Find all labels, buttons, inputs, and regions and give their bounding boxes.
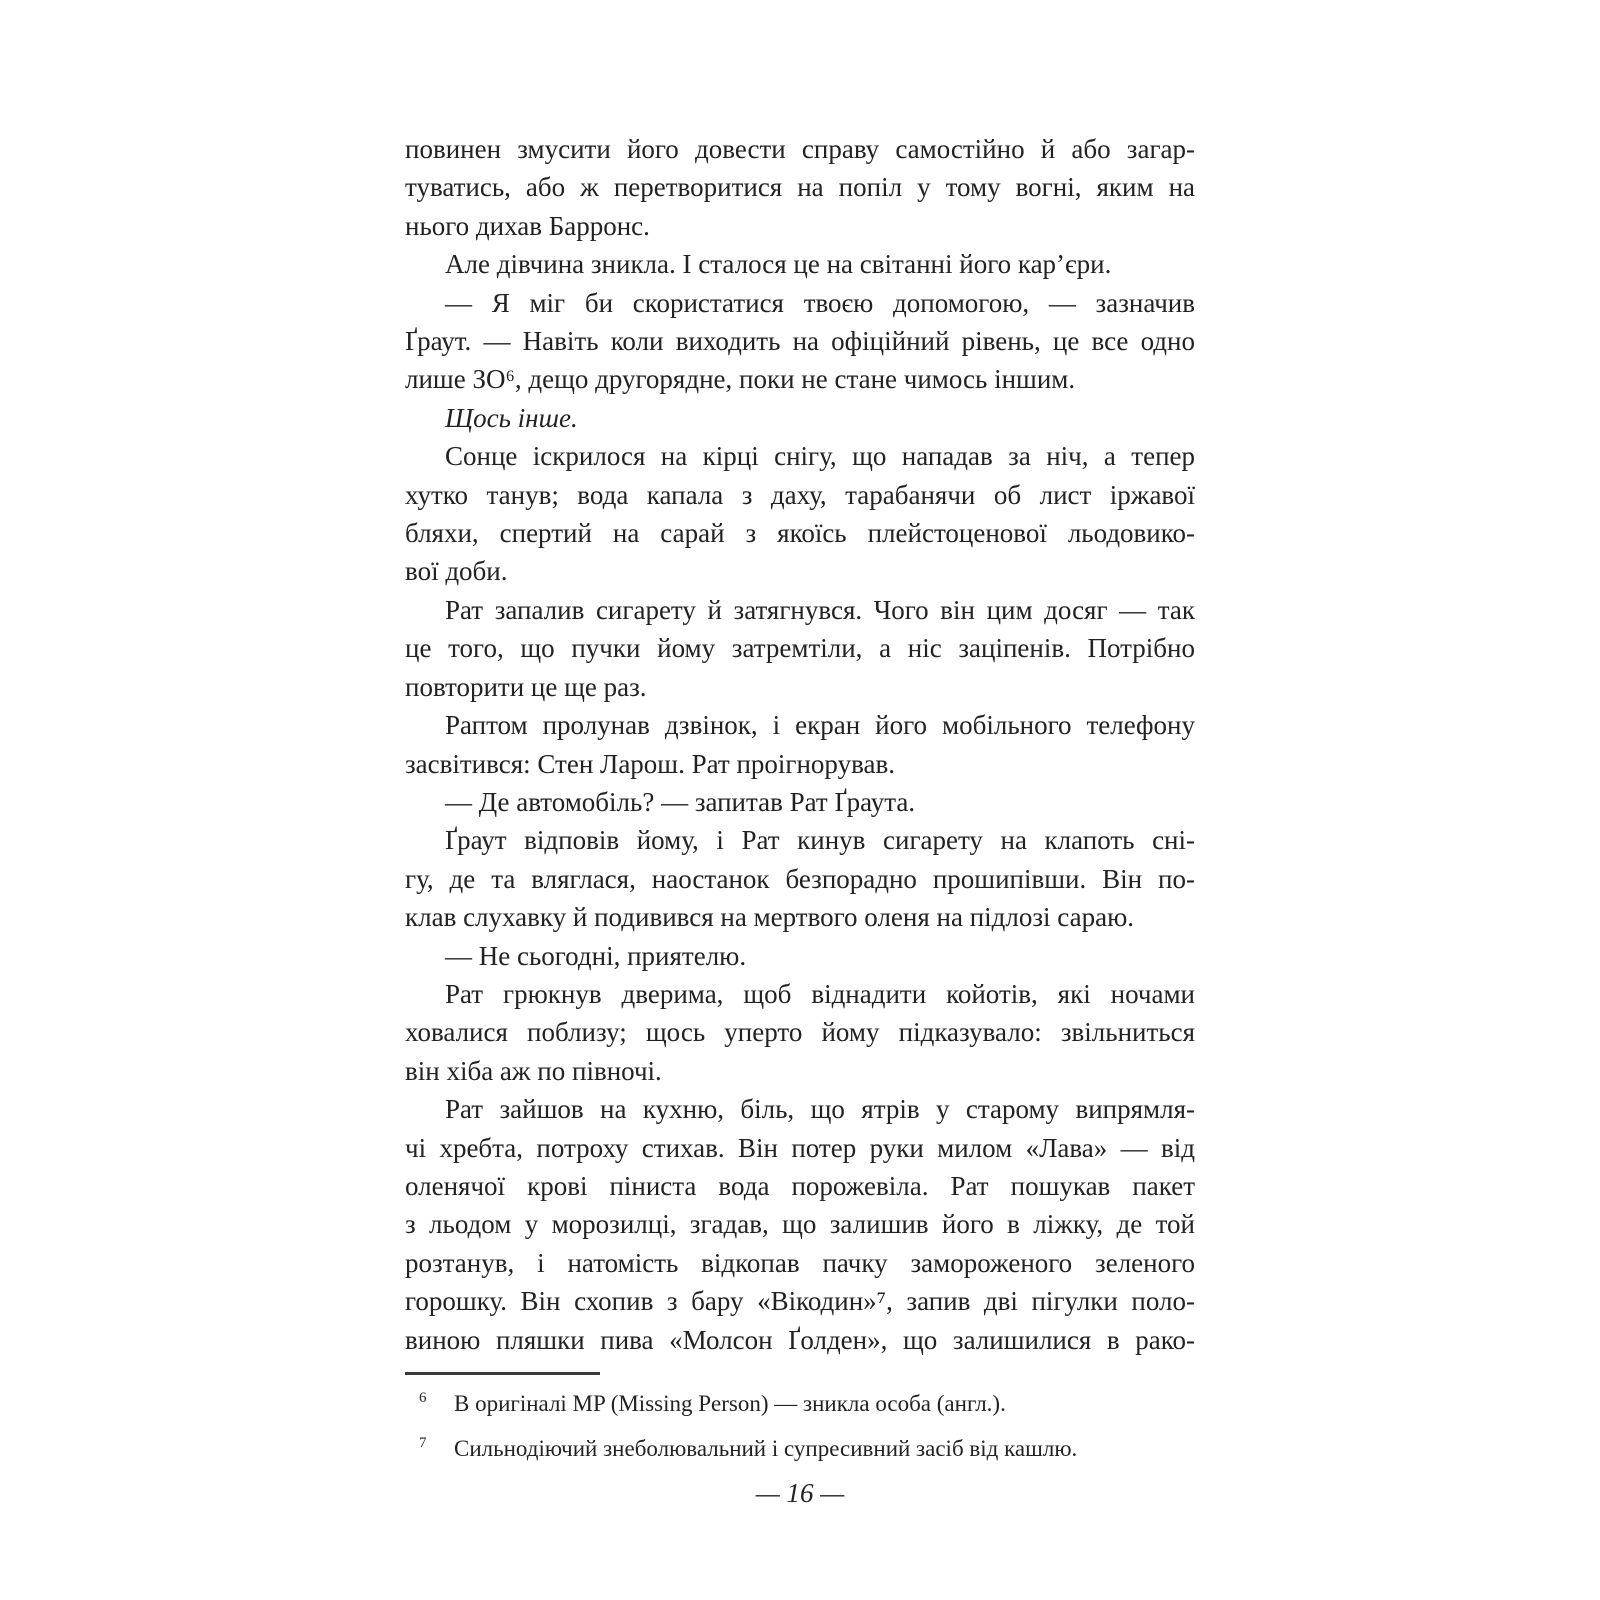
footnote bbox=[405, 1434, 1195, 1464]
text-line: Рат зайшов на кухню, біль, що ятрів у старому випрямля- bbox=[445, 1094, 1195, 1125]
text-line: — Не сьогодні, приятелю. bbox=[445, 940, 747, 971]
text-line: Ґраут відповів йому, і Рат кинув сигарету на клапоть сні- bbox=[445, 825, 1195, 856]
text-line: він хіба аж по півночі. bbox=[405, 1055, 662, 1086]
footnote-text: Сильнодіючий знеболювальний і супресивний засіб від кашлю. bbox=[454, 1436, 1078, 1461]
text-line: — Де автомобіль? — запитав Рат Ґраута. bbox=[445, 786, 916, 817]
text-line: туватись, або ж перетворитися на попіл у тому вогні, яким на bbox=[405, 172, 1195, 203]
text-line: гу, де та вляглася, наостанок безпорадно прошипівши. Він по- bbox=[405, 863, 1195, 894]
text-line: Рат грюкнув дверима, щоб віднадити койотів, які ночами bbox=[445, 978, 1195, 1009]
text-line: це того, що пучки йому затремтіли, а ніс заціпенів. Потрібно bbox=[405, 633, 1195, 664]
text-line: лише ЗО⁶, дещо другорядне, поки не стане чимось іншим. bbox=[405, 364, 1076, 395]
footnote-text: В оригіналі MP (Missing Person) — зникла особа (англ.). bbox=[454, 1391, 1006, 1416]
text-line: клав слухавку й подивився на мертвого оленя на підлозі сараю. bbox=[405, 902, 1134, 933]
footnote-marker: 7 bbox=[419, 1435, 427, 1451]
footnote bbox=[405, 1389, 1195, 1419]
footnotes-section bbox=[405, 1372, 1195, 1479]
text-line: розтанув, і натомість відкопав пачку замороженого зеленого bbox=[405, 1247, 1195, 1278]
text-line: нього дихав Барронс. bbox=[405, 210, 650, 241]
text-line: виною пляшки пива «Молсон Ґолден», що залишилися в рако- bbox=[405, 1324, 1195, 1355]
text-line: горошку. Він схопив з бару «Вікодин»⁷, запив дві пігулки поло- bbox=[405, 1286, 1195, 1317]
text-line: повинен змусити його довести справу самостійно й або загар- bbox=[405, 134, 1195, 164]
text-line: хутко танув; вода капала з даху, тарабанячи об лист іржавої bbox=[405, 479, 1195, 510]
text-line: засвітився: Стен Ларош. Рат проігнорував. bbox=[405, 748, 895, 779]
body-text bbox=[405, 130, 1195, 1359]
text-line: Щось інше. bbox=[445, 402, 578, 433]
text-line: Але дівчина зникла. І сталося це на світанні його кар’єри. bbox=[445, 249, 1112, 280]
footnote-marker: 6 bbox=[419, 1390, 427, 1406]
text-line: повторити це ще раз. bbox=[405, 671, 647, 702]
text-line: Сонце іскрилося на кірці снігу, що нападав за ніч, а тепер bbox=[445, 441, 1195, 472]
text-line: ховалися поблизу; щось уперто йому підказувало: звільниться bbox=[405, 1017, 1195, 1048]
text-line: чі хребта, потроху стихав. Він потер руки милом «Лава» — від bbox=[405, 1132, 1195, 1163]
footnote-separator bbox=[405, 1372, 600, 1375]
text-line: Раптом пролунав дзвінок, і екран його мобільного телефону bbox=[445, 710, 1195, 741]
text-line: бляхи, спертий на сарай з якоїсь плейстоценової льодовико- bbox=[405, 518, 1195, 549]
page-number: — 16 — bbox=[755, 1478, 845, 1508]
text-line: вої доби. bbox=[405, 556, 508, 587]
text-line: — Я міг би скористатися твоєю допомогою, — зазначив bbox=[445, 287, 1195, 318]
text-line: оленячої крові піниста вода порожевіла. Рат пошукав пакет bbox=[405, 1170, 1195, 1201]
text-line: Ґраут. — Навіть коли виходить на офіційний рівень, це все одно bbox=[405, 326, 1195, 357]
text-line: з льодом у морозилці, згадав, що залишив його в ліжку, де той bbox=[405, 1209, 1195, 1240]
footnote-list bbox=[405, 1389, 1195, 1464]
text-line: Рат запалив сигарету й затягнувся. Чого він цим досяг — так bbox=[445, 594, 1195, 625]
